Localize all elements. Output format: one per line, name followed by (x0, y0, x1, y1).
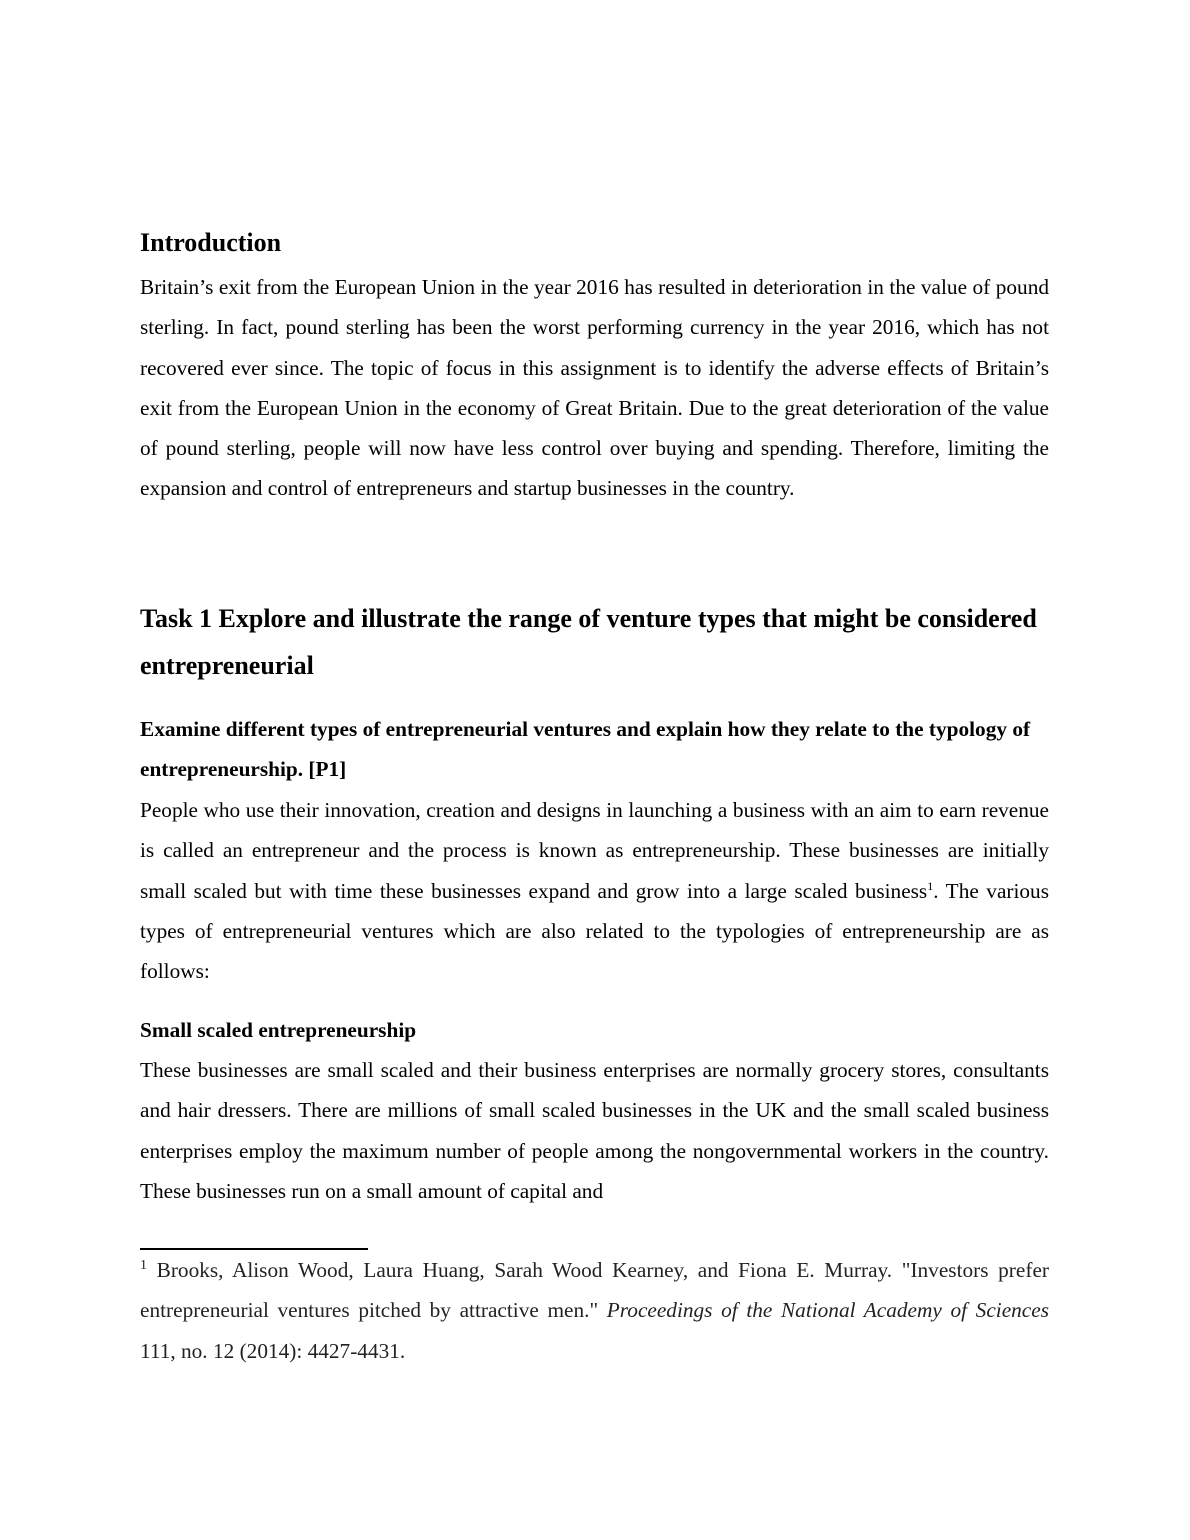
p1-paragraph (140, 790, 1049, 991)
footnote-citation-details: 111, no. 12 (2014): 4427-4431. (140, 1338, 406, 1363)
introduction-heading: Introduction (140, 228, 282, 257)
footnote-citation-text: Brooks, Alison Wood, Laura Huang, Sarah Wood Kearney, and Fiona E. Murray. "Investors prefer entrepreneurial ventures pitched by attractive men." (140, 1258, 1049, 1323)
p1-paragraph-text-before: People who use their innovation, creation and designs in launching a business with an aim to earn revenue is called an entrepreneur and the process is known as entrepreneurship. These businesses are initially small scaled but with time these businesses expand and grow into a large scaled business (140, 798, 1049, 903)
small-scaled-paragraph: These businesses are small scaled and their business enterprises are normally grocery stores, consultants and hair dressers. There are millions of small scaled businesses in the UK and the small scaled business enterprises employ the maximum number of people among the nongovernmental workers in the country. These businesses run on a small amount of capital and (140, 1058, 1049, 1203)
footnote-journal-title: Proceedings of the National Academy of Sciences (606, 1298, 1049, 1323)
task1-heading: Task 1 Explore and illustrate the range of venture types that might be considered entrepreneurial (140, 604, 1037, 680)
footnote-reference-1[interactable]: 1 (927, 878, 934, 893)
p1-subheading: Examine different types of entrepreneurial ventures and explain how they relate to the typology of entrepreneurship. [P1] (140, 717, 1031, 782)
small-scaled-heading: Small scaled entrepreneurship (140, 1018, 417, 1042)
footnote-1 (140, 1250, 1049, 1371)
introduction-paragraph: Britain’s exit from the European Union in the year 2016 has resulted in deterioration in the value of pound sterling. In fact, pound sterling has been the worst performing currency in the year 2016, which has not recovered ever since. The topic of focus in this assignment is to identify the adverse effects of Britain’s exit from the European Union in the economy of Great Britain. Due to the great deterioration of the value of pound sterling, people will now have less control over buying and spending. Therefore, limiting the expansion and control of entrepreneurs and startup businesses in the country. (140, 275, 1049, 501)
footnote-marker: 1 (140, 1257, 147, 1273)
p1-paragraph-text-after: . The various types of entrepreneurial ventures which are also related to the typologies of entrepreneurship are as follows: (140, 878, 1049, 984)
